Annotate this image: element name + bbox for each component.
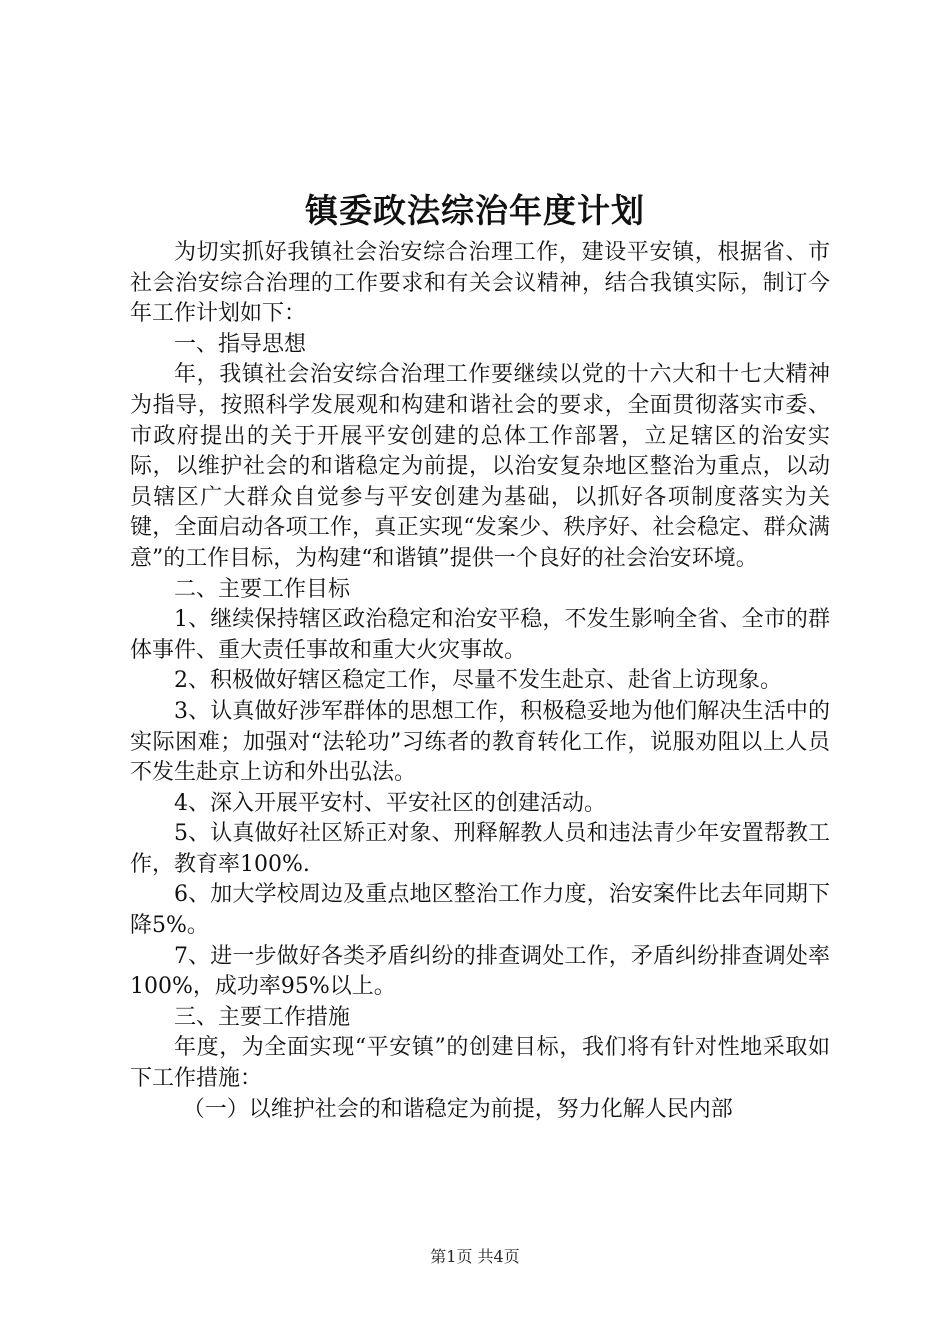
- section-heading-main-goals: 二、主要工作目标: [174, 576, 351, 602]
- section-heading-main-measures: 三、主要工作措施: [174, 1004, 351, 1030]
- measures-intro-paragraph: 年度，为全面实现“平安镇”的创建目标，我们将有针对性地采取如下工作措施：: [130, 1035, 830, 1092]
- goal-item-6: 6、加大学校周边及重点地区整治工作力度，治安案件比去年同期下降5%。: [130, 882, 830, 939]
- section-heading-guiding-thought: 一、指导思想: [174, 331, 307, 357]
- page-footer: 第1页 共4页: [430, 1247, 520, 1266]
- goal-item-5: 5、认真做好社区矫正对象、刑释解教人员和违法青少年安置帮教工作，教育率100%.: [130, 821, 830, 877]
- goal-item-2: 2、积极做好辖区稳定工作，尽量不发生赴京、赴省上访现象。: [174, 668, 782, 694]
- goal-item-1: 1、继续保持辖区政治稳定和治安平稳，不发生影响全省、全市的群体事件、重大责任事故和重大火灾事故。: [130, 607, 830, 663]
- goal-item-3: 3、认真做好涉军群体的思想工作，积极稳妥地为他们解决生活中的实际困难；加强对“法轮功”习练者的教育转化工作，说服劝阻以上人员不发生赴京上访和外出弘法。: [130, 698, 830, 786]
- goal-item-7: 7、进一步做好各类矛盾纠纷的排查调处工作，矛盾纠纷排查调处率100%，成功率95%以上。: [130, 943, 830, 1000]
- document-body: [130, 238, 830, 1125]
- guiding-thought-paragraph: 年，我镇社会治安综合治理工作要继续以党的十六大和十七大精神为指导，按照科学发展观和构建和谐社会的要求，全面贯彻落实市委、市政府提出的关于开展平安创建的总体工作部署，立足辖区的治安实际，以维护社会的和谐稳定为前提，以治安复杂地区整治为重点，以动员辖区广大群众自觉参与平安创建为基础，以抓好各项制度落实为关键，全面启动各项工作，真正实现“发案少、秩序好、社会稳定、群众满意”的工作目标，为构建“和谐镇”提供一个良好的社会治安环境。: [130, 362, 830, 571]
- measure-item-1: （一）以维护社会的和谐稳定为前提，努力化解人民内部: [182, 1096, 733, 1122]
- document-title: 镇委政法综治年度计划: [305, 191, 645, 230]
- goal-item-4: 4、深入开展平安村、平安社区的创建活动。: [174, 790, 606, 816]
- intro-paragraph: 为切实抓好我镇社会治安综合治理工作，建设平安镇，根据省、市社会治安综合治理的工作要求和有关会议精神，结合我镇实际，制订今年工作计划如下：: [130, 240, 830, 327]
